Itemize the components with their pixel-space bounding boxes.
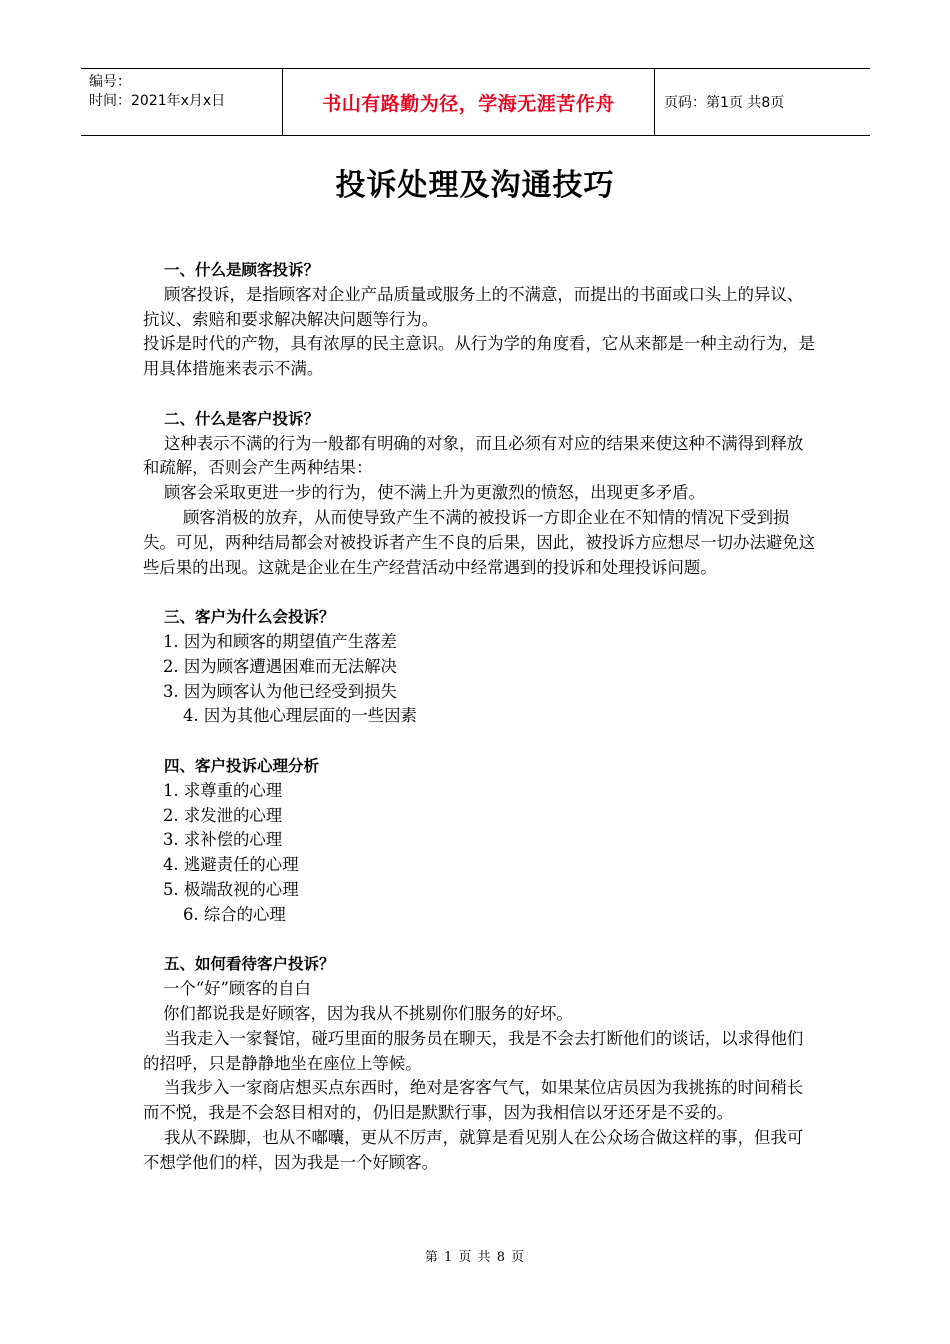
section-heading: 一、什么是顾客投诉？ xyxy=(164,261,320,279)
list-item: 4. 逃避责任的心理 xyxy=(163,855,299,875)
section-heading: 二、什么是客户投诉？ xyxy=(164,409,320,428)
document-body xyxy=(143,258,815,1175)
list-item: 3. 因为顾客认为他已经受到损失 xyxy=(163,681,397,701)
list-item: 1. 因为和顾客的期望值产生落差 xyxy=(163,631,397,651)
header-meta-cell xyxy=(81,69,282,135)
paragraph: 顾客投诉，是指顾客对企业产品质量或服务上的不满意，而提出的书面或口头上的异议、抗议、索赔和要求解决解决问题等行为。 xyxy=(143,284,804,329)
paragraph: 我从不跺脚，也从不嘟囔，更从不厉声，就算是看见别人在公众场合做这样的事，但我可不想学他们的样，因为我是一个好顾客。 xyxy=(143,1127,804,1172)
paragraph: 顾客消极的放弃，从而使导致产生不满的被投诉一方即企业在不知情的情况下受到损失。可见，两种结局都会对被投诉者产生不良的后果，因此，被投诉方应想尽一切办法避免这些后果的出现。这就是企业在生产经营活动中经常遇到的投诉和处理投诉问题。 xyxy=(143,507,816,577)
header-page-code: 页码：第1页 共8页 xyxy=(664,95,785,111)
paragraph: 一个“好”顾客的自白 xyxy=(163,979,311,999)
paragraph: 当我步入一家商店想买点东西时，绝对是客客气气，如果某位店员因为我挑拣的时间稍长而不悦，我是不会怒目相对的，仍旧是默默行事，因为我相信以牙还牙是不妥的。 xyxy=(143,1078,804,1123)
header-time-label: 时间：2021年x月x日 xyxy=(89,93,226,109)
list-item: 5. 极端敌视的心理 xyxy=(163,879,299,899)
paragraph: 投诉是时代的产物，具有浓厚的民主意识。从行为学的角度看，它从来都是一种主动行为，是用具体措施来表示不满。 xyxy=(143,334,816,379)
paragraph: 你们都说我是好顾客，因为我从不挑剔你们服务的好坏。 xyxy=(163,1003,573,1023)
list-item: 2. 求发泄的心理 xyxy=(163,805,283,825)
section-heading: 四、客户投诉心理分析 xyxy=(164,756,320,775)
page-footer: 第 1 页 共 8 页 xyxy=(424,1250,526,1265)
paragraph: 这种表示不满的行为一般都有明确的对象，而且必须有对应的结果来使这种不满得到释放和疏解，否则会产生两种结果： xyxy=(143,433,804,478)
list-item: 6. 综合的心理 xyxy=(183,904,286,924)
list-item: 1. 求尊重的心理 xyxy=(163,780,283,800)
header-number-label: 编号： xyxy=(89,74,131,90)
paragraph: 当我走入一家餐馆，碰巧里面的服务员在聊天，我是不会去打断他们的谈话，以求得他们的招呼，只是静静地坐在座位上等候。 xyxy=(143,1028,804,1073)
list-item: 2. 因为顾客遭遇困难而无法解决 xyxy=(163,656,397,676)
list-item: 3. 求补偿的心理 xyxy=(163,830,283,850)
section-heading: 三、客户为什么会投诉？ xyxy=(164,608,335,627)
list-item: 4. 因为其他心理层面的一些因素 xyxy=(183,706,417,726)
section-heading: 五、如何看待客户投诉？ xyxy=(164,955,335,974)
document-title: 投诉处理及沟通技巧 xyxy=(335,168,615,203)
header-motto: 书山有路勤为径，学海无涯苦作舟 xyxy=(282,69,655,135)
paragraph: 顾客会采取更进一步的行为，使不满上升为更激烈的愤怒，出现更多矛盾。 xyxy=(164,483,705,503)
document-header xyxy=(81,68,870,136)
